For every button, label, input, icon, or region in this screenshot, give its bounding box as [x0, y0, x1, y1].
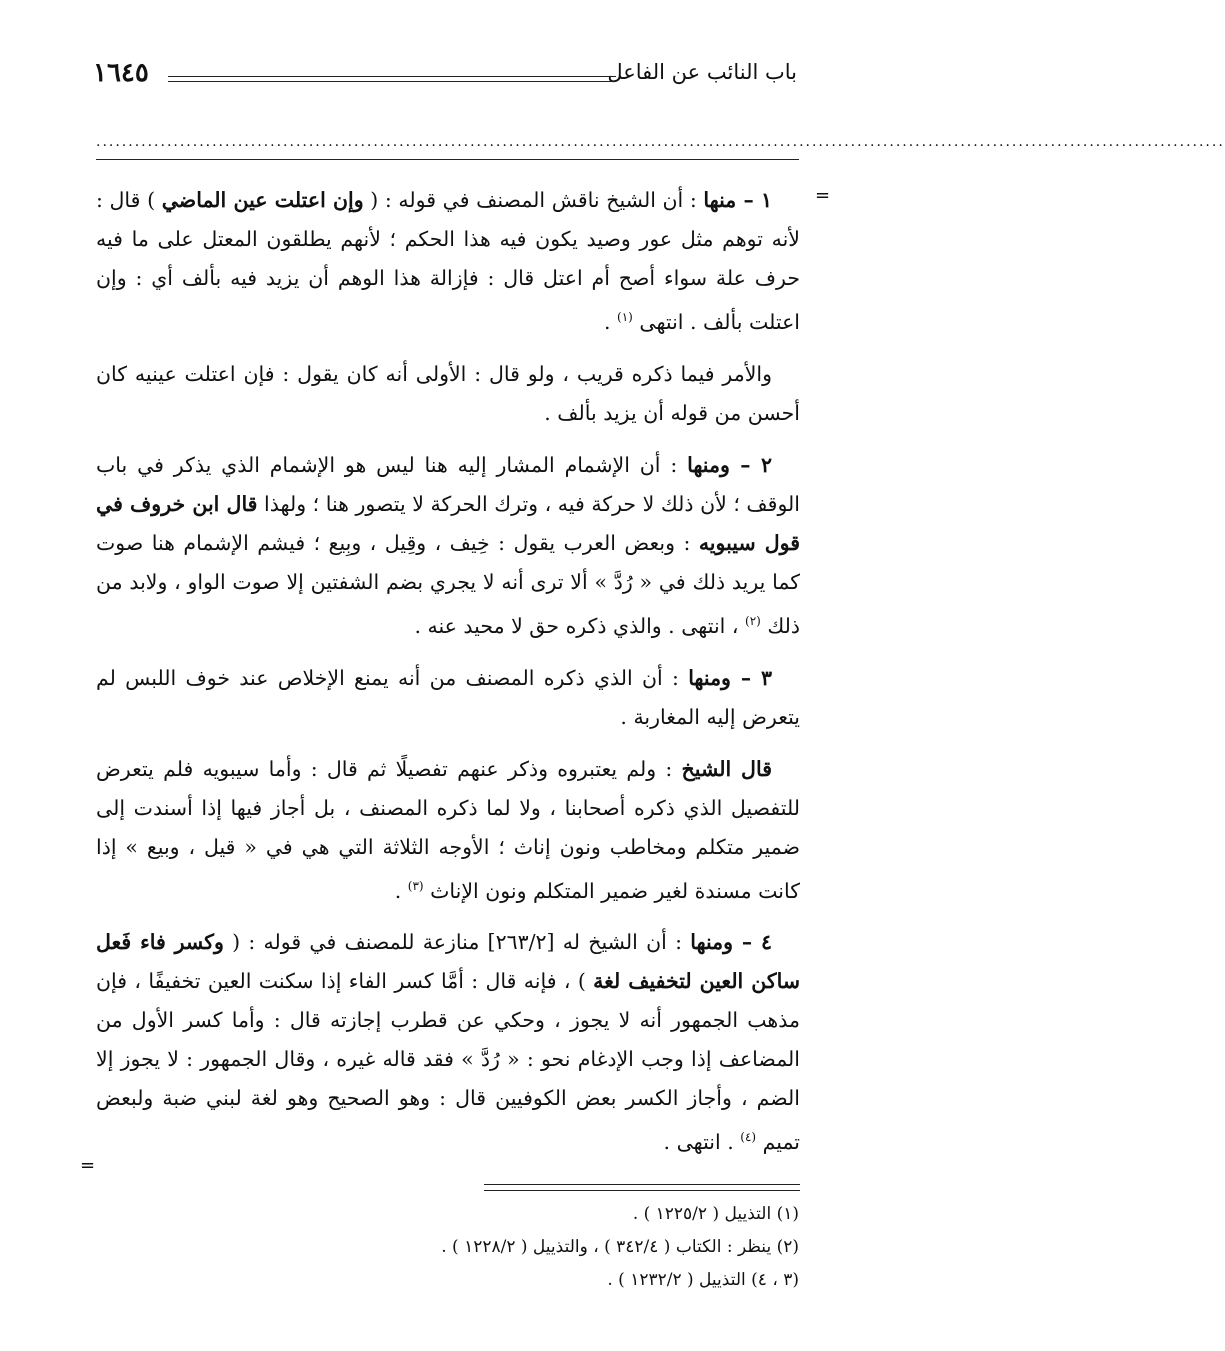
- footnote: (٢) ينظر : الكتاب ( ٣٤٢/٤ ) ، والتذييل ( ١٢٢٨/٢ ) .: [441, 1237, 799, 1257]
- bold-text: ٢ – ومنها: [687, 452, 772, 477]
- body-text: [96, 181, 800, 1175]
- text-run: : أن الإشمام المشار إليه هنا ليس هو الإشمام الذي يذكر في باب الوقف ؛ لأن ذلك لا حركة فيه ، وترك الحركة لا يتصور هنا ؛ ولهذا: [96, 452, 800, 516]
- bold-text: قال ابن خروف في قول سيبويه: [96, 491, 800, 555]
- footnote-rule: [484, 1184, 800, 1185]
- bold-text: وكسر فاء فَعل ساكن العين لتخفيف لغة: [96, 930, 800, 994]
- text-run: : وبعض العرب يقول : خِيف ، وقِيل ، وبِيع ؛ فيشم الإشمام هنا صوت كما يريد ذلك في « رُدَّ » ألا ترى أنه لا يجري بضم الشفتين إلا صوت الواو ، ولابد من ذلك: [96, 530, 800, 638]
- text-run: ، انتهى . والذي ذكره حق لا محيد عنه .: [414, 613, 745, 638]
- text-run: . انتهى .: [663, 1130, 741, 1155]
- text-run: .: [394, 878, 408, 903]
- dotted-separator: ...............................................................................................................................................................................: [96, 134, 1225, 150]
- text-run: : ولم يعتبروه وذكر عنهم تفصيلًا ثم قال : وأما سيبويه فلم يتعرض للتفصيل الذي ذكره أصحابنا ، ولا لما ذكره المصنف ، بل أجاز فيها إذا أسندت إلى ضمير متكلم ومخاطب ونون إناث ؛ الأوجه الثلاثة التي هي في « قيل ، وبيع » إذا كانت مسندة لغير ضمير المتكلم ونون الإناث: [96, 756, 800, 903]
- bold-text: وإن اعتلت عين الماضي: [161, 188, 364, 212]
- header-rule: [168, 81, 616, 82]
- bold-text: ٣ – ومنها: [688, 665, 772, 690]
- page-number: ١٦٤٥: [93, 58, 149, 88]
- paragraph: [96, 923, 800, 1162]
- footnote-ref: (١): [617, 310, 633, 324]
- text-run: : أن الذي ذكره المصنف من أنه يمنع الإخلاص عند خوف اللبس لم يتعرض إليه المغاربة .: [96, 665, 800, 729]
- footnote: (٣ ، ٤) التذييل ( ١٢٣٢/٢ ) .: [607, 1270, 799, 1290]
- footnote-rule: [484, 1190, 800, 1191]
- header-rule: [168, 76, 616, 77]
- continuation-mark: =: [815, 185, 831, 206]
- chapter-title: باب النائب عن الفاعل: [607, 60, 797, 84]
- text-run: : أن الشيخ له [٢٦٣/٢] منازعة للمصنف في قوله : (: [223, 930, 691, 955]
- paragraph: [96, 446, 800, 646]
- text-run: .: [603, 309, 618, 334]
- paragraph: [96, 659, 800, 737]
- separator-rule: [96, 159, 799, 160]
- text-run: ) ، فإنه قال : أمَّا كسر الفاء إذا سكنت العين تخفيفًا ، فإن مذهب الجمهور أنه لا يجوز ، وحكي عن قطرب إجازته قال : وأما كسر الأول من المضاعف إذا وجب الإدغام نحو : « رُدَّ » فقد قاله غيره ، وقال الجمهور : لا يجوز إلا الضم ، وأجاز الكسر بعض الكوفيين قال : وهو الصحيح وهو لغة لبني ضبة ولبعض تميم: [96, 969, 800, 1155]
- footnote-ref: (٢): [745, 613, 761, 628]
- footnotes: [441, 1198, 799, 1297]
- bold-text: ٤ – ومنها: [690, 930, 772, 955]
- bold-text: قال الشيخ: [681, 756, 772, 781]
- paragraph: [96, 750, 800, 911]
- paragraph: [96, 355, 800, 433]
- footnote: (١) التذييل ( ١٢٢٥/٢ ) .: [632, 1204, 799, 1224]
- text-run: والأمر فيما ذكره قريب ، ولو قال : الأولى أنه كان يقول : فإن اعتلت عينيه كان أحسن من قوله أن يزيد بألف .: [96, 361, 800, 425]
- text-run: ) قال : لأنه توهم مثل عور وصيد يكون فيه هذا الحكم ؛ لأنهم يطلقون المعتل على ما فيه حرف علة سواء أصح أم اعتل قال : فإزالة هذا الوهم أن يزيد فيه بألف أي : وإن اعتلت بألف . انتهى: [96, 188, 800, 334]
- paragraph: [96, 181, 800, 342]
- text-run: : أن الشيخ ناقش المصنف في قوله : (: [363, 188, 704, 212]
- footnote-ref: (٣): [407, 878, 424, 893]
- footnote-ref: (٤): [740, 1130, 757, 1145]
- continuation-mark: =: [80, 1155, 96, 1176]
- bold-text: ١ – منها: [703, 188, 772, 212]
